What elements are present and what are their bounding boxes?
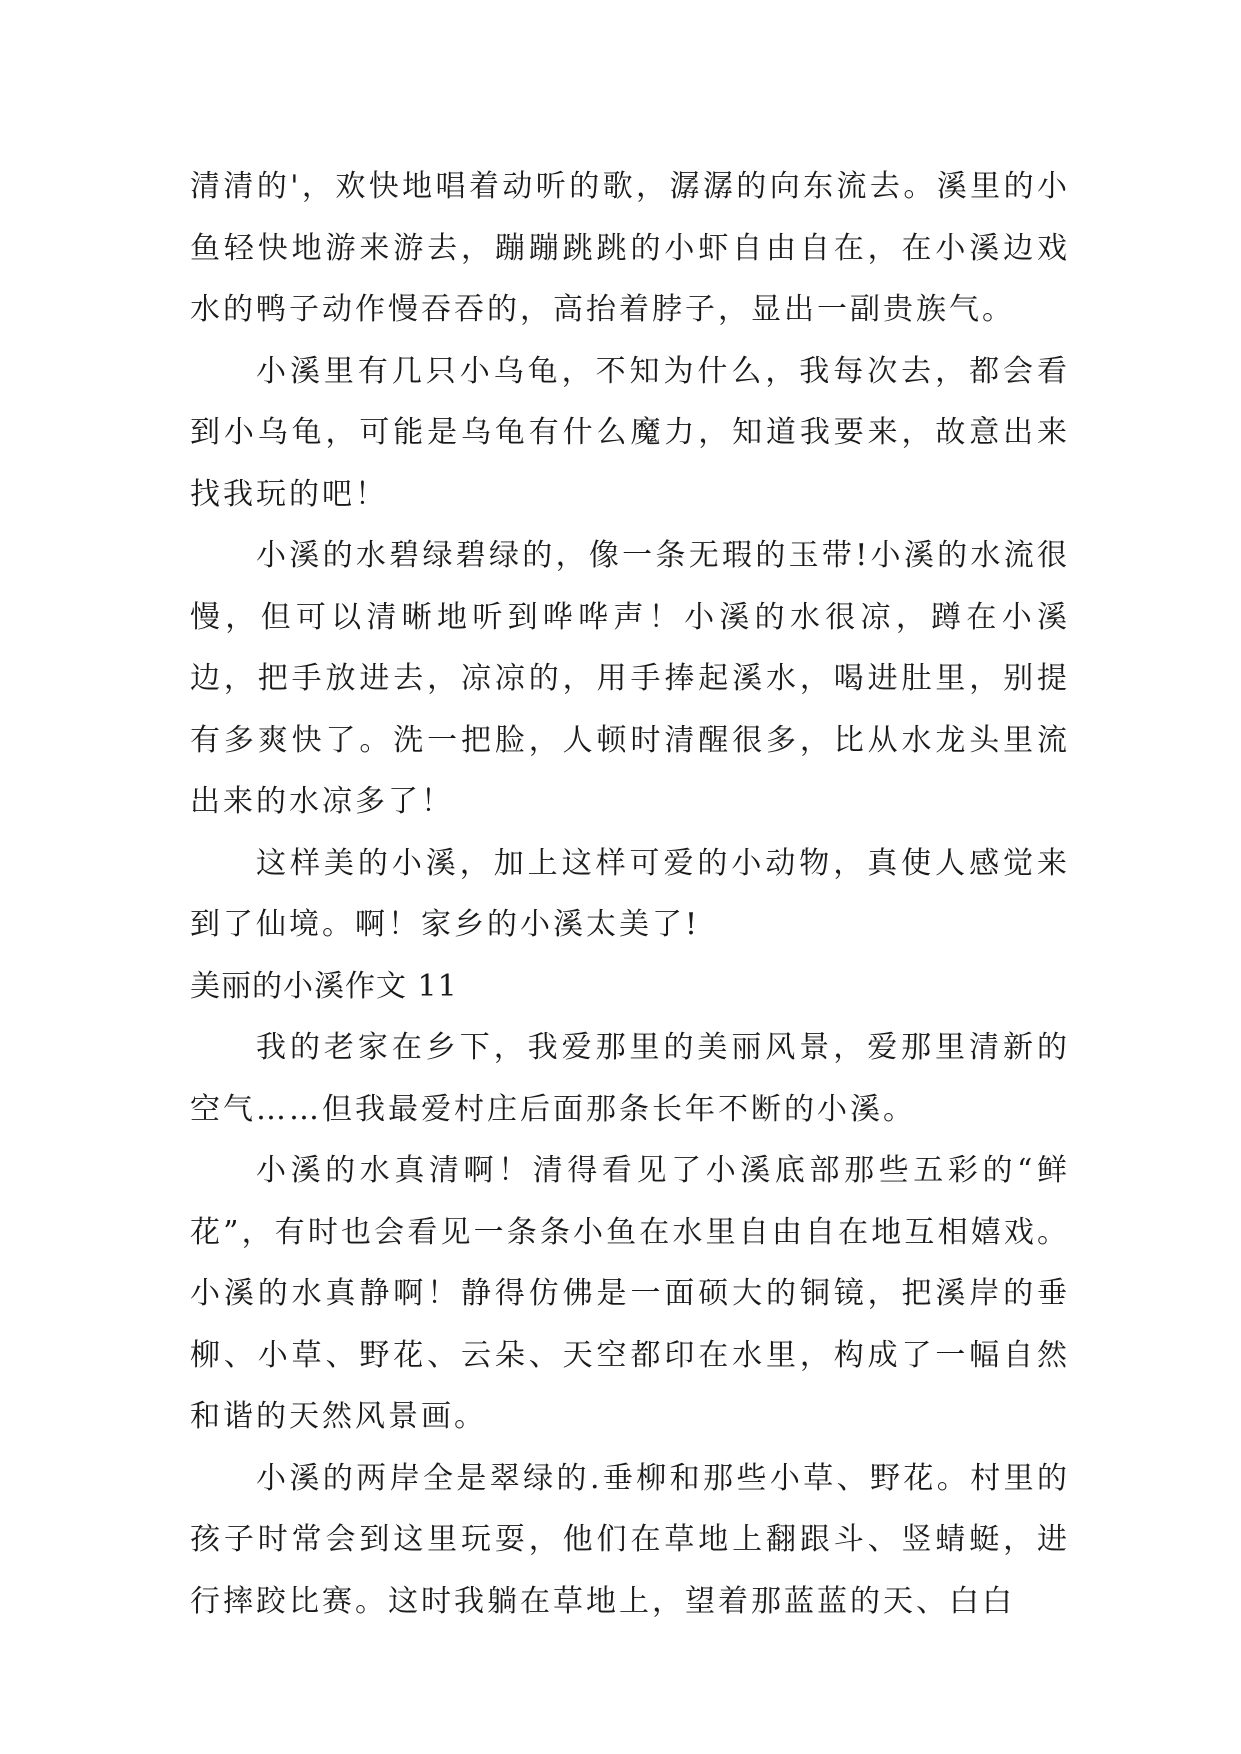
paragraph: 清清的'，欢快地唱着动听的歌，潺潺的向东流去。溪里的小鱼轻快地游来游去，蹦蹦跳跳的小虾自由自在，在小溪边戏水的鸭子动作慢吞吞的，高抬着脖子，显出一副贵族气。 xyxy=(190,169,1070,327)
paragraph: 小溪里有几只小乌龟，不知为什么，我每次去，都会看到小乌龟，可能是乌龟有什么魔力，知道我要来，故意出来找我玩的吧！ xyxy=(190,353,1070,512)
paragraph: 小溪的水真清啊！清得看见了小溪底部那些五彩的“鲜花”，有时也会看见一条条小鱼在水里自由自在地互相嬉戏。小溪的水真静啊！静得仿佛是一面硕大的铜镜，把溪岸的垂柳、小草、野花、云朵、天空都印在水里，构成了一幅自然和谐的天然风景画。 xyxy=(190,1153,1070,1434)
paragraph: 小溪的两岸全是翠绿的.垂柳和那些小草、野花。村里的孩子时常会到这里玩耍，他们在草地上翻跟斗、竖蜻蜓，进行摔跤比赛。这时我躺在草地上，望着那蓝蓝的天、白白 xyxy=(190,1460,1070,1619)
paragraph: 小溪的水碧绿碧绿的，像一条无瑕的玉带!小溪的水流很慢，但可以清晰地听到哗哗声！小溪的水很凉，蹲在小溪边，把手放进去，凉凉的，用手捧起溪水，喝进肚里，别提有多爽快了。洗一把脸，人顿时清醒很多，比从水龙头里流出来的水凉多了！ xyxy=(190,538,1070,819)
section-heading: 美丽的小溪作文 11 xyxy=(190,968,458,1004)
paragraph: 这样美的小溪，加上这样可爱的小动物，真使人感觉来到了仙境。啊！家乡的小溪太美了! xyxy=(190,845,1070,942)
paragraph: 我的老家在乡下，我爱那里的美丽风景，爱那里清新的空气……但我最爱村庄后面那条长年不断的小溪。 xyxy=(190,1030,1070,1127)
text-column xyxy=(190,156,1070,1632)
